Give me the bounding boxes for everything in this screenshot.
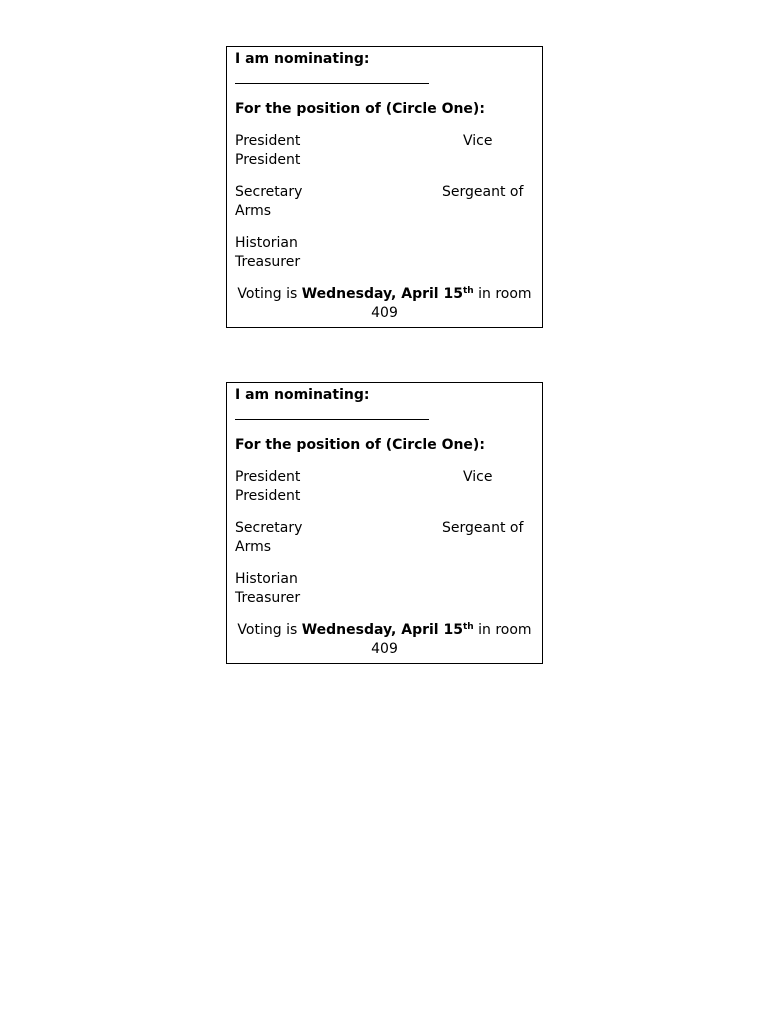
voting-date-text: Wednesday, April 15	[301, 286, 463, 302]
option-president: President	[235, 469, 301, 485]
option-sergeant-of-arms-part2: Arms	[235, 203, 272, 219]
option-vice-president-part1: Vice	[463, 469, 493, 485]
voting-date-suffix: th	[462, 286, 474, 296]
option-historian: Historian	[235, 571, 298, 587]
voting-date	[302, 622, 474, 638]
voting-room: 409	[371, 305, 398, 321]
option-vice-president-part2: President	[235, 152, 301, 168]
option-vice-president-part2: President	[235, 488, 301, 504]
option-historian: Historian	[235, 235, 298, 251]
nominee-blank-line	[235, 419, 429, 420]
voting-info	[227, 285, 542, 304]
option-secretary: Secretary	[235, 520, 303, 536]
voting-date	[302, 286, 474, 302]
voting-location-prefix: in room	[478, 622, 532, 638]
voting-location-prefix: in room	[478, 286, 532, 302]
nominating-label: I am nominating:	[235, 387, 370, 403]
voting-date-text: Wednesday, April 15	[301, 622, 463, 638]
option-vice-president-part1: Vice	[463, 133, 493, 149]
option-president: President	[235, 133, 301, 149]
voting-date-suffix: th	[462, 622, 474, 632]
nominee-blank-line	[235, 83, 429, 84]
nomination-form-card	[226, 46, 543, 328]
option-sergeant-of-arms-part1: Sergeant of	[442, 520, 524, 536]
position-heading: For the position of (Circle One):	[235, 437, 485, 453]
option-treasurer: Treasurer	[235, 590, 301, 606]
position-heading: For the position of (Circle One):	[235, 101, 485, 117]
option-sergeant-of-arms-part2: Arms	[235, 539, 272, 555]
voting-info	[227, 621, 542, 640]
option-secretary: Secretary	[235, 184, 303, 200]
option-sergeant-of-arms-part1: Sergeant of	[442, 184, 524, 200]
voting-prefix: Voting is	[237, 286, 298, 302]
nominating-label: I am nominating:	[235, 51, 370, 67]
voting-room: 409	[371, 641, 398, 657]
option-treasurer: Treasurer	[235, 254, 301, 270]
voting-prefix: Voting is	[237, 622, 298, 638]
nomination-form-card	[226, 382, 543, 664]
